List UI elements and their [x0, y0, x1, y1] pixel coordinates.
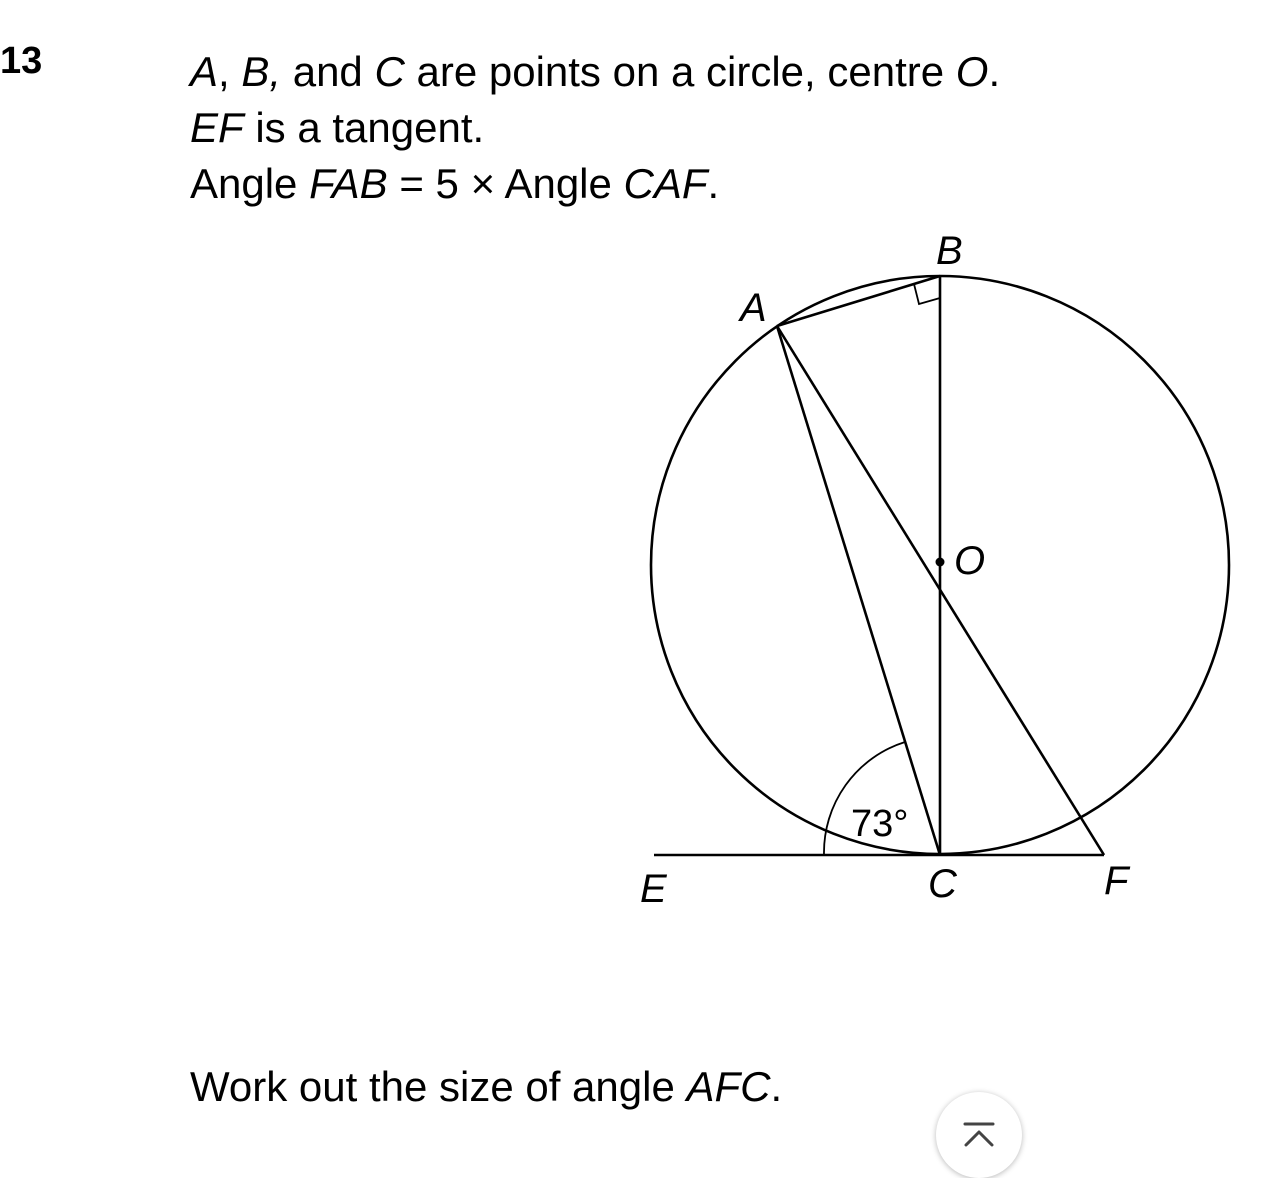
stem-text: = 5 × Angle: [387, 160, 624, 207]
stem-text: is a tangent.: [243, 104, 485, 151]
prompt-text: Work out the size of angle: [190, 1063, 687, 1110]
label-f: F: [1104, 859, 1129, 903]
angle-fab-text: FAB: [309, 160, 388, 207]
label-e: E: [640, 867, 667, 911]
stem-text: are points on a circle, centre: [404, 48, 956, 95]
stem-text: and: [281, 48, 375, 95]
angle-afc-text: AFC: [686, 1063, 771, 1110]
point-c-text: C: [374, 48, 405, 95]
right-angle-marker: [914, 284, 940, 304]
label-o: O: [954, 539, 986, 583]
angle-caf-text: CAF: [623, 160, 708, 207]
stem-text: .: [707, 160, 720, 207]
stem-text: ,: [218, 48, 242, 95]
chevron-up-bar-icon: [962, 1121, 996, 1149]
stem-text: Angle: [190, 160, 310, 207]
question-number: 13: [0, 40, 43, 82]
prompt-text: .: [770, 1063, 783, 1110]
angle-label: 73°: [851, 803, 909, 845]
centre-dot: [936, 558, 945, 567]
point-a-text: A: [190, 48, 219, 95]
tangent-ef-text: EF: [190, 104, 244, 151]
label-a: A: [740, 286, 767, 330]
centre-o-text: O: [955, 48, 989, 95]
back-to-top-button[interactable]: [936, 1092, 1022, 1178]
label-c: C: [928, 862, 957, 906]
point-b-text: B,: [241, 48, 282, 95]
stem-text: .: [988, 48, 1001, 95]
chord-ab: [777, 276, 940, 326]
question-prompt: [190, 1062, 782, 1112]
line-ac: [777, 326, 940, 855]
label-b: B: [936, 229, 963, 273]
